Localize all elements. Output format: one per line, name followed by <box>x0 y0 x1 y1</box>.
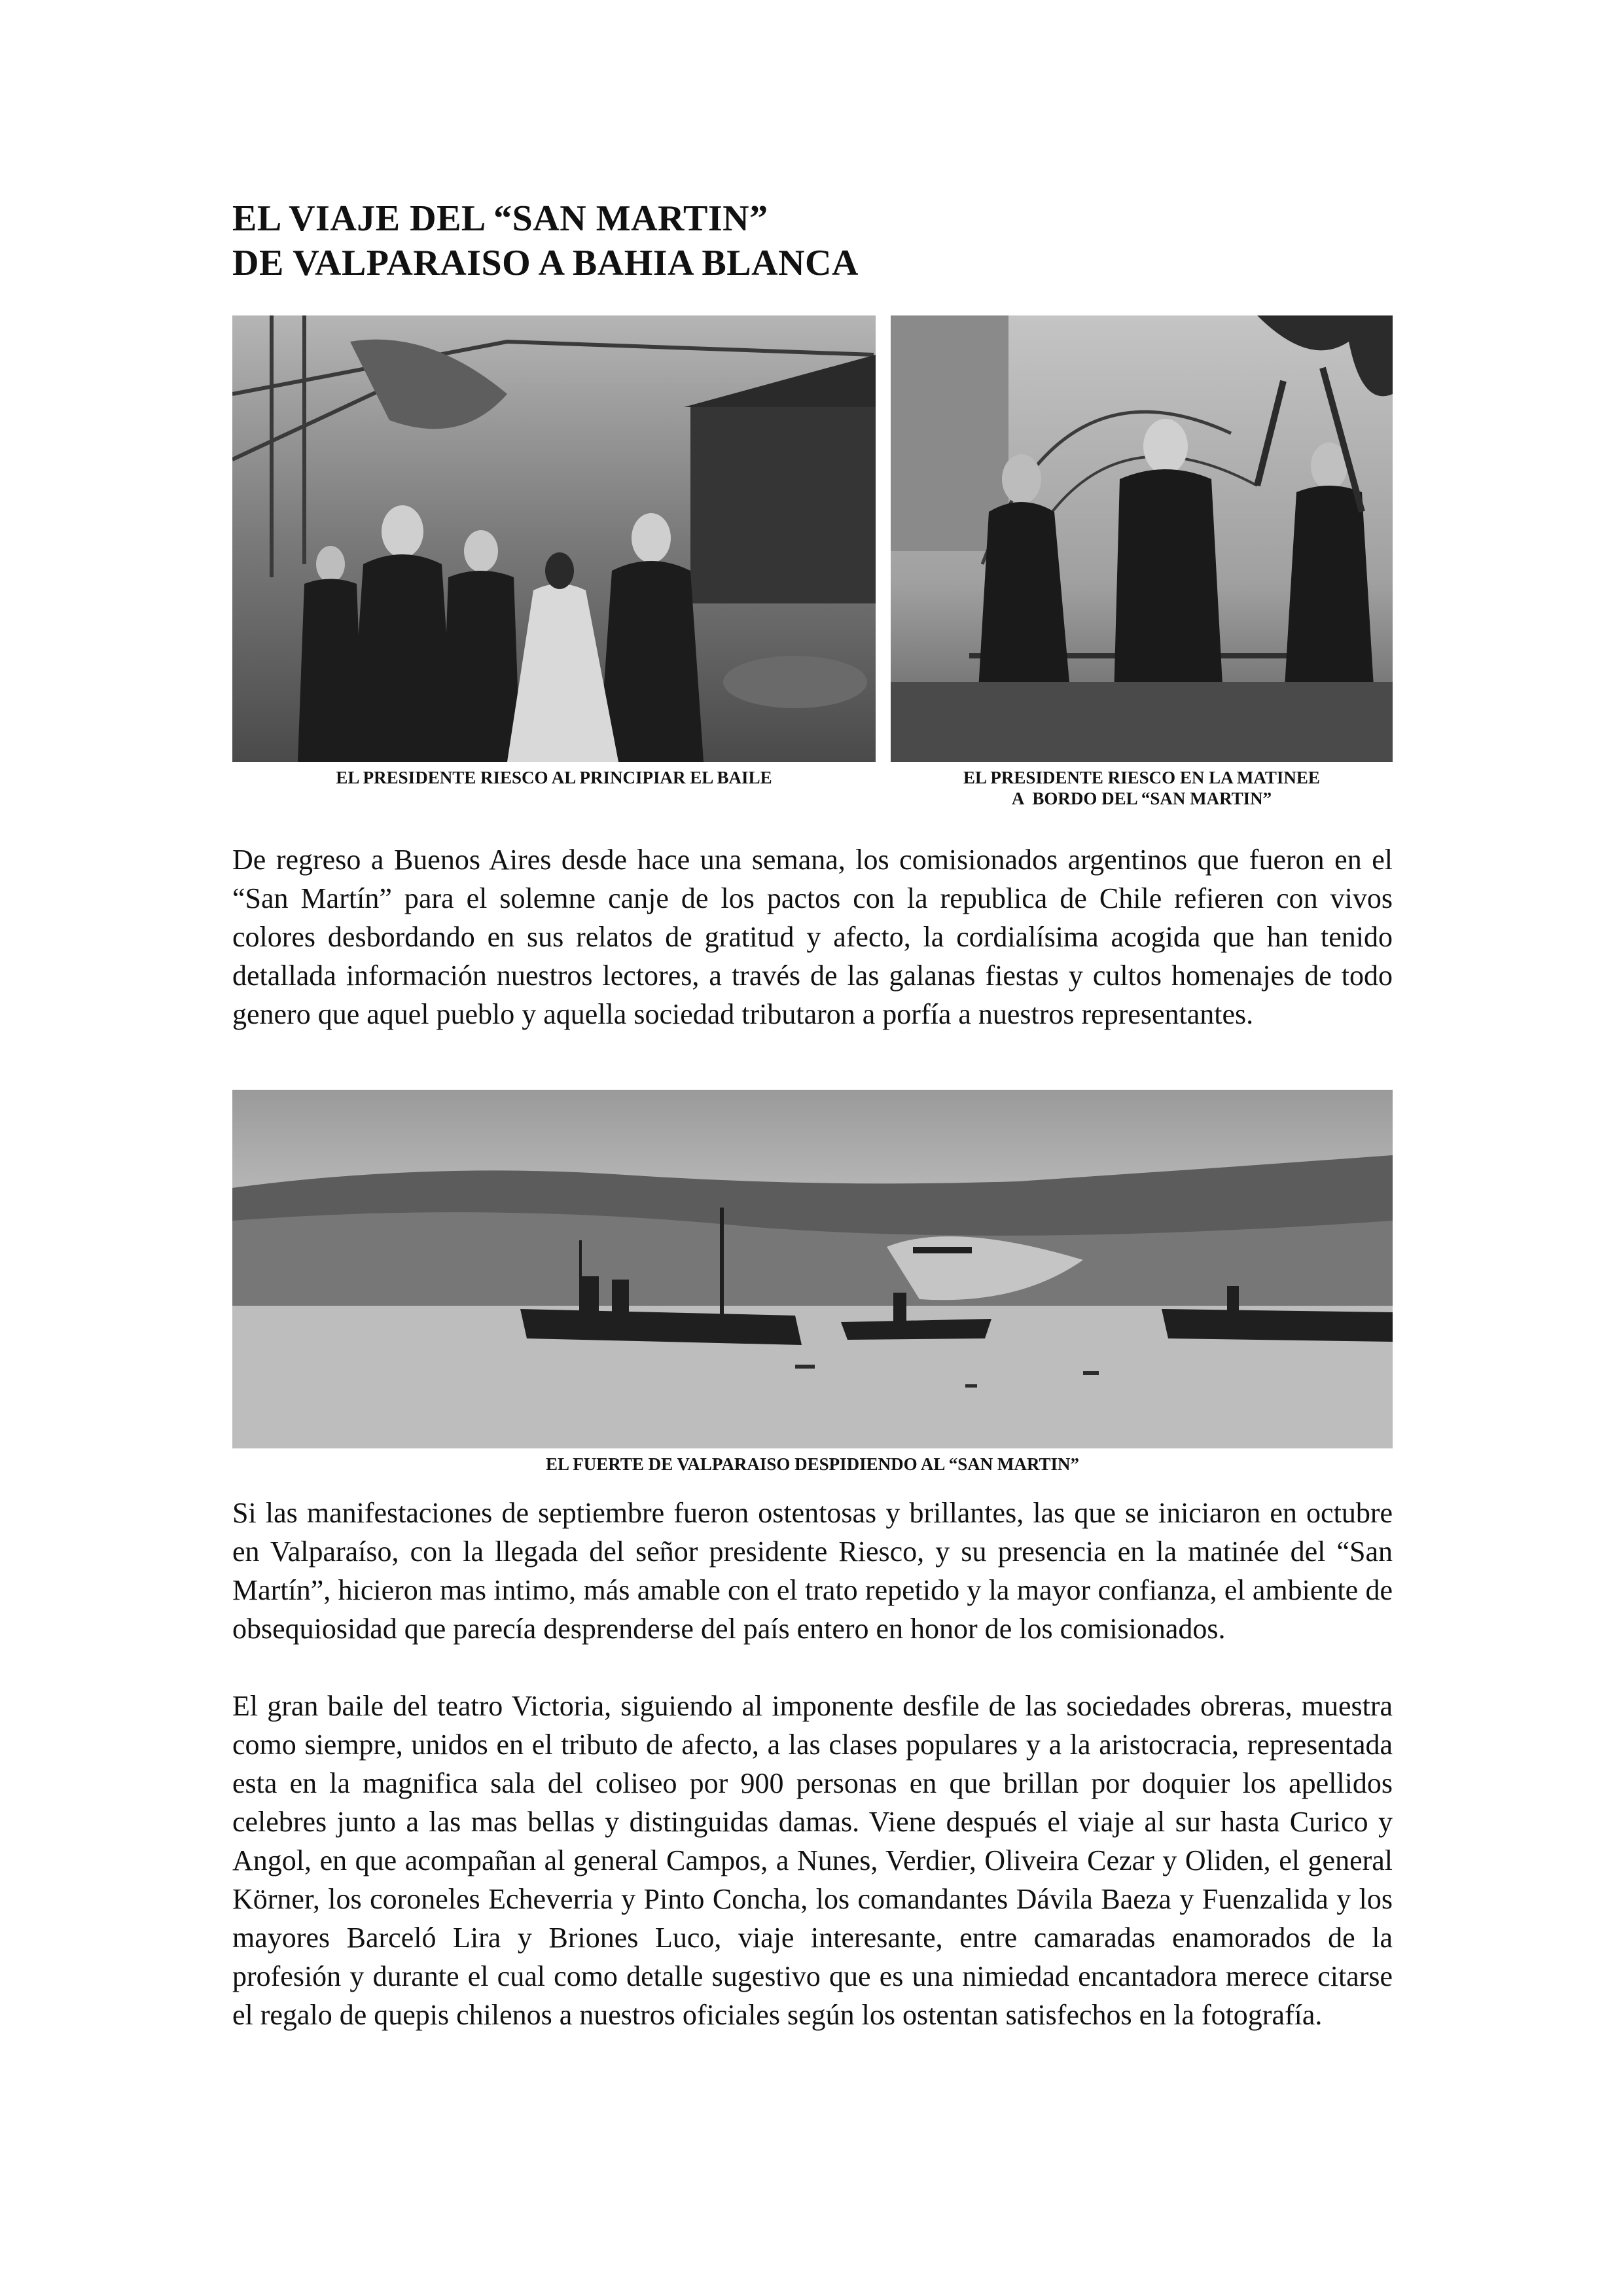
caption-harbor-text: EL FUERTE DE VALPARAISO DESPIDIENDO AL “SAN MARTIN” <box>545 1454 1080 1474</box>
photo-matinee <box>891 315 1393 762</box>
caption-ball-text: EL PRESIDENTE RIESCO AL PRINCIPIAR EL BAILE <box>336 768 772 787</box>
caption-ball <box>232 767 876 788</box>
photo-matinee-image <box>891 315 1393 762</box>
photo-ball <box>232 315 876 762</box>
photo-harbor-image <box>232 1090 1393 1448</box>
caption-harbor <box>232 1454 1393 1475</box>
title-line-2: DE VALPARAISO A BAHIA BLANCA <box>232 243 859 283</box>
photo-harbor <box>232 1090 1393 1448</box>
paragraph-body-2: El gran baile del teatro Victoria, siguiendo al imponente desfile de las sociedades obreras, muestra como siempre, unidos en el tributo de afecto, a las clases populares y a la aristocracia, representada esta en la magnifica sala del coliseo por 900 personas en que brillan por doquier los apellidos celebres junto a las mas bellas y distinguidas damas. Viene después el viaje al sur hasta Curico y Angol, en que acompañan al general Campos, a Nunes, Verdier, Oliveira Cezar y Oliden, el general Körner, los coroneles Echeverria y Pinto Concha, los comandantes Dávila Baeza y Fuenzalida y los mayores Barceló Lira y Briones Luco, viaje interesante, entre camaradas enamorados de la profesión y durante el cual como detalle sugestivo que es una nimiedad encantadora merece citarse el regalo de quepis chilenos a nuestros oficiales según los ostentan satisfechos en la fotografía. <box>232 1690 1393 2031</box>
caption-matinee-line-2: A BORDO DEL “SAN MARTIN” <box>1011 789 1272 808</box>
caption-matinee <box>891 767 1393 809</box>
photo-ball-image <box>232 315 876 762</box>
page-title <box>232 196 859 285</box>
title-line-1: EL VIAJE DEL “SAN MARTIN” <box>232 198 768 239</box>
paragraph-body-1: Si las manifestaciones de septiembre fueron ostentosas y brillantes, las que se iniciaron en octubre en Valparaíso, con la llegada del señor presidente Riesco, y su presencia en la matinée del “San Martín”, hicieron mas intimo, más amable con el trato repetido y la mayor confianza, el ambiente de obsequiosidad que parecía desprenderse del país entero en honor de los comisionados. <box>232 1497 1393 1645</box>
caption-matinee-line-1: EL PRESIDENTE RIESCO EN LA MATINEE <box>963 768 1320 787</box>
paragraph-intro: De regreso a Buenos Aires desde hace una semana, los comisionados argentinos que fueron en el “San Martín” para el solemne canje de los pactos con la republica de Chile refieren con vivos colores desbordando en sus relatos de gratitud y afecto, la cordialísima acogida que han tenido detallada información nuestros lectores, a través de las galanas fiestas y cultos homenajes de todo genero que aquel pueblo y aquella sociedad tributaron a porfía a nuestros representantes. <box>232 844 1393 1030</box>
